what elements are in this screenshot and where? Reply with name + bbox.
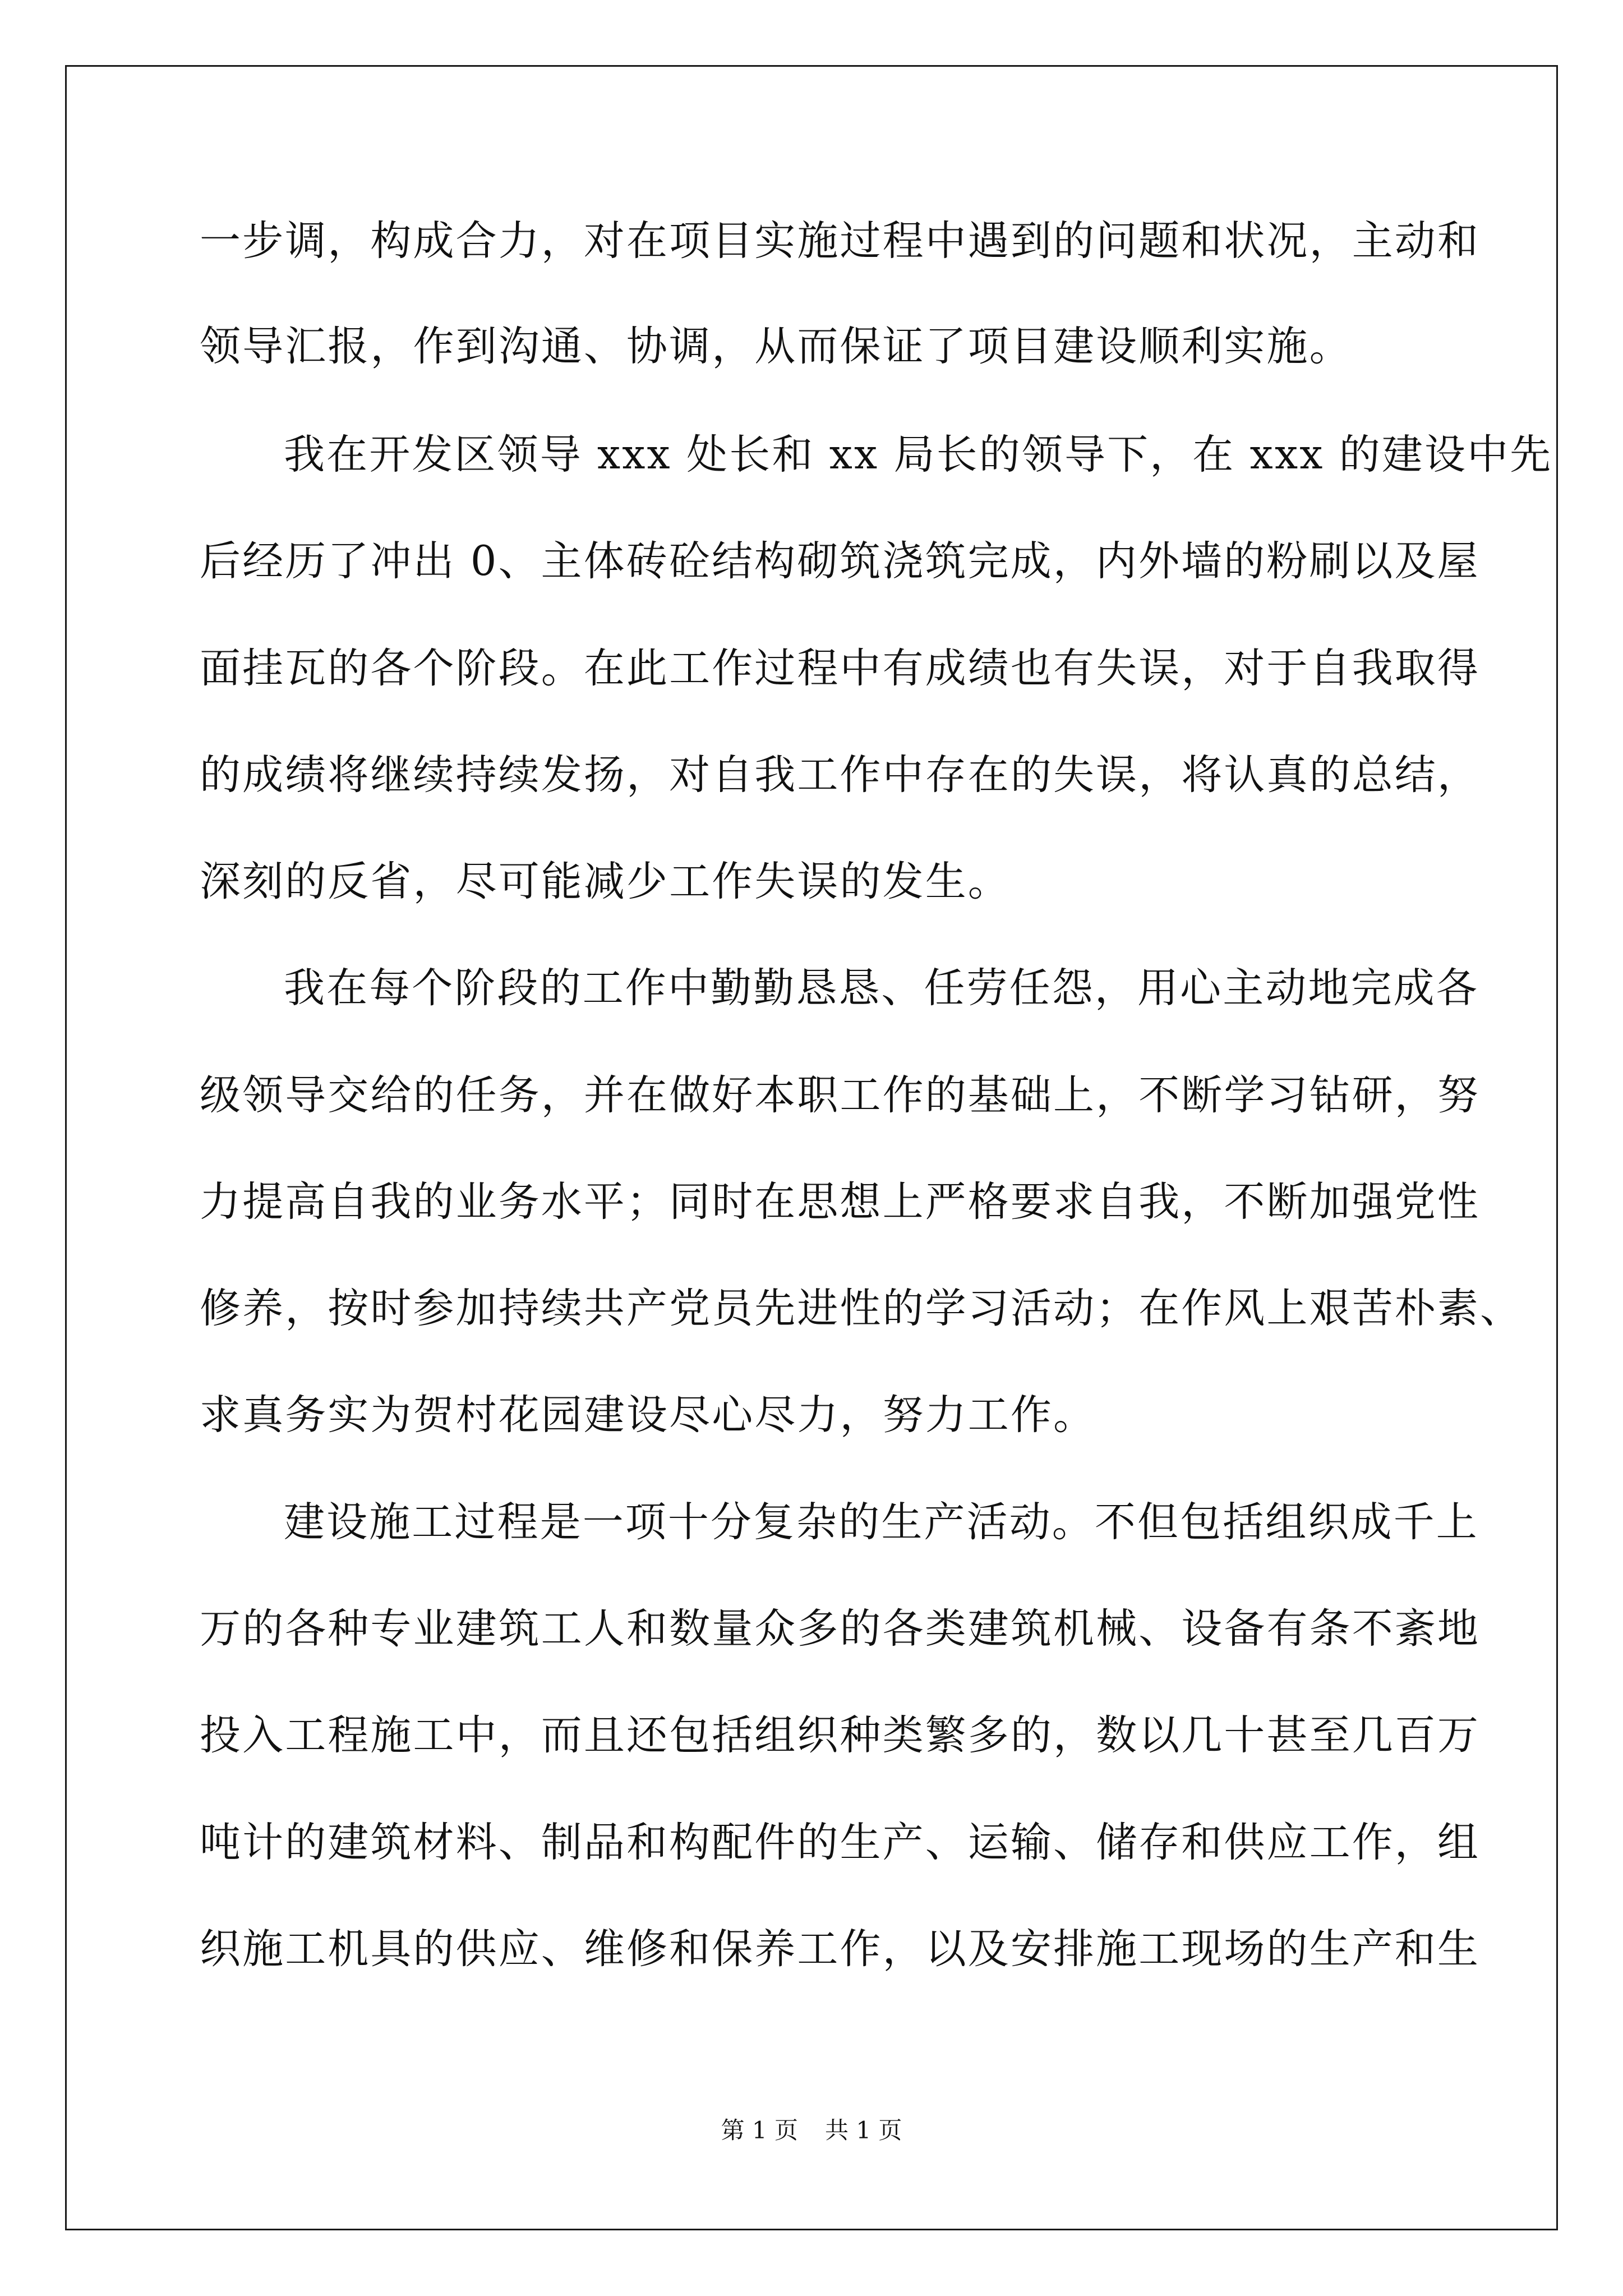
text-line: 修养，按时参加持续共产党员先进性的学习活动；在作风上艰苦朴素、: [200, 1285, 1523, 1332]
text-line: 的成绩将继续持续发扬，对自我工作中存在的失误，将认真的总结，: [200, 751, 1480, 799]
text-line: 级领导交给的任务，并在做好本职工作的基础上，不断学习钻研，努: [200, 1071, 1480, 1119]
text-line: 吨计的建筑材料、制品和构配件的生产、运输、储存和供应工作，组: [200, 1819, 1480, 1866]
text-line: 深刻的反省，尽可能减少工作失误的发生。: [200, 858, 1011, 905]
text-line: 求真务实为贺村花园建设尽心尽力，努力工作。: [200, 1391, 1096, 1439]
text-line: 万的各种专业建筑工人和数量众多的各类建筑机械、设备有条不紊地: [200, 1605, 1480, 1653]
text-line: 面挂瓦的各个阶段。在此工作过程中有成绩也有失误，对于自我取得: [200, 645, 1480, 692]
page-footer: [0, 2114, 1623, 2147]
text-line: 后经历了冲出 0、主体砖砼结构砌筑浇筑完成，内外墙的粉刷以及屋: [200, 537, 1480, 585]
page-border: [65, 65, 1558, 2230]
text-line: 我在每个阶段的工作中勤勤恳恳、任劳任怨，用心主动地完成各: [284, 964, 1479, 1012]
text-line: 一步调，构成合力，对在项目实施过程中遇到的问题和状况，主动和: [200, 217, 1480, 265]
text-line: 织施工机具的供应、维修和保养工作，以及安排施工现场的生产和生: [200, 1925, 1480, 1973]
text-line: 建设施工过程是一项十分复杂的生产活动。不但包括组织成千上: [284, 1498, 1479, 1546]
page-number: 第 1 页: [721, 2116, 798, 2144]
page-total: 共 1 页: [825, 2116, 902, 2144]
text-line: 力提高自我的业务水平；同时在思想上严格要求自我，不断加强党性: [200, 1178, 1480, 1226]
text-line: 我在开发区领导 xxx 处长和 xx 局长的领导下，在 xxx 的建设中先: [284, 431, 1553, 478]
text-line: 投入工程施工中，而且还包括组织种类繁多的，数以几十甚至几百万: [200, 1711, 1480, 1759]
text-line: 领导汇报，作到沟通、协调，从而保证了项目建设顺利实施。: [200, 323, 1352, 370]
